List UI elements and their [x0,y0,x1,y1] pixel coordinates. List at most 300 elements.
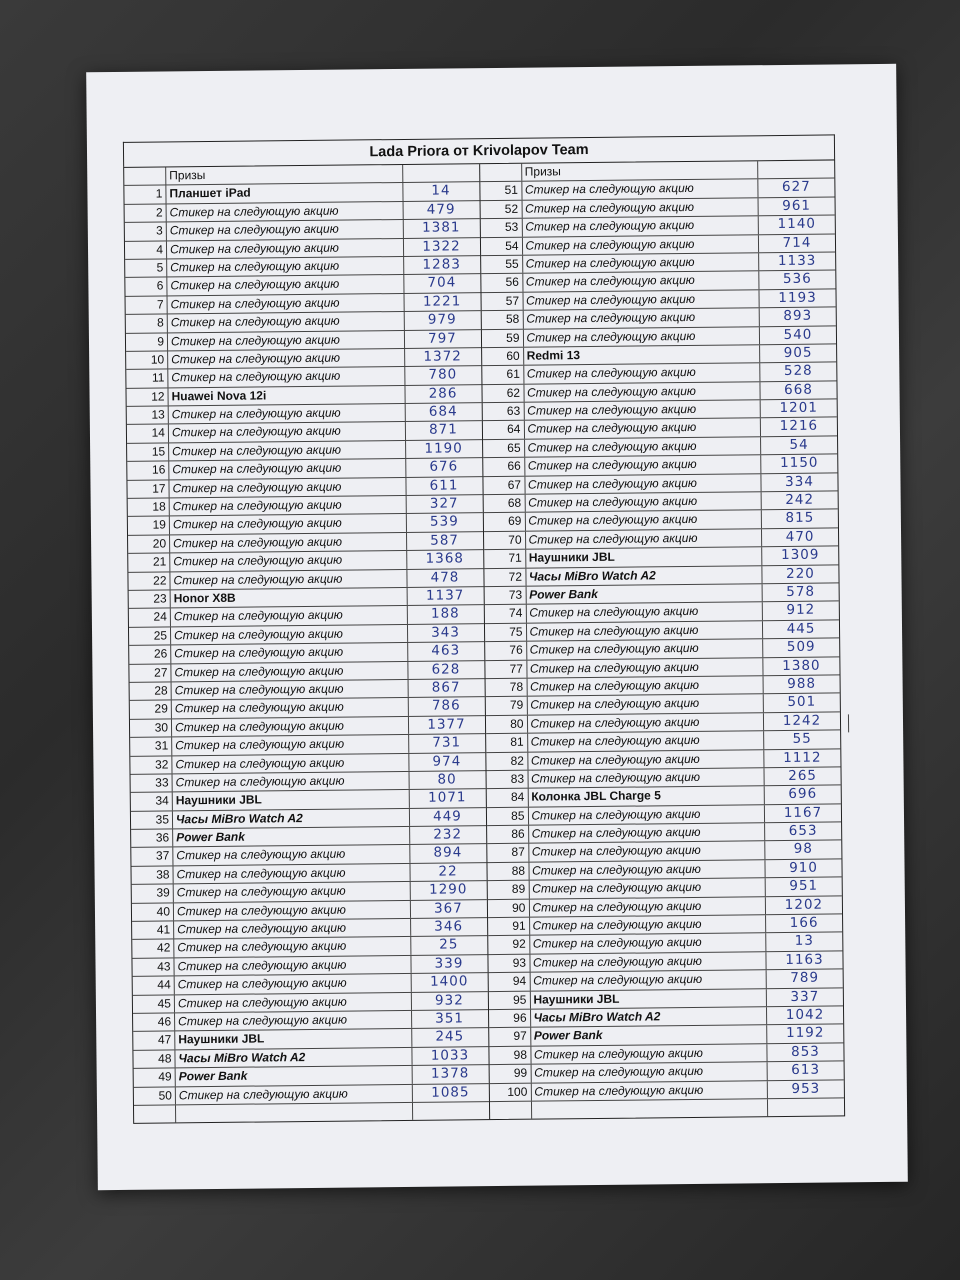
handwritten-number: 1368 [425,550,465,567]
row-number: 78 [485,679,527,697]
prize-name: Наушники JBL [173,790,410,810]
handwritten-number: 1167 [783,804,823,821]
prize-name: Наушники JBL [175,1029,412,1049]
handwritten-number: 1309 [780,546,820,564]
handwritten-number: 1202 [784,896,824,913]
value-header [758,160,834,178]
prize-name: Стикер на следующую акцию [171,606,408,626]
row-number: 50 [134,1087,176,1105]
prize-name: Стикер на следующую акцию [526,529,763,549]
prize-name: Стикер на следующую акцию [530,970,767,990]
number-header [480,164,522,182]
row-number: 1 [124,186,166,204]
handwritten-number: 1242 [782,712,822,729]
prize-name: Стикер на следующую акцию [531,1081,768,1101]
row-number: 79 [485,697,527,715]
handwritten-number: 25 [439,936,459,954]
prize-name: Стикер на следующую акцию [526,603,763,623]
row-number: 13 [127,407,169,425]
prize-name: Наушники JBL [526,547,763,567]
row-number: 76 [485,642,527,660]
handwritten-number: 853 [790,1043,820,1060]
row-number: 58 [481,311,523,329]
handwritten-number: 1150 [780,454,819,472]
row-number: 51 [480,182,522,200]
row-number: 19 [128,517,170,535]
row-number: 75 [484,623,526,641]
handwritten-number: 668 [784,381,814,398]
prize-name: Стикер на следующую акцию [167,275,404,295]
row-number: 20 [128,535,170,553]
row-number: 12 [126,388,168,406]
row-number: 27 [129,664,171,682]
handwritten-number: 1042 [785,1006,825,1023]
row-number: 74 [484,605,526,623]
prize-name: Стикер на следующую акцию [174,901,411,921]
handwritten-number: 1137 [425,587,465,604]
prize-name: Стикер на следующую акцию [529,878,766,898]
row-number: 67 [483,476,525,494]
prize-name: Стикер на следующую акцию [172,698,409,718]
handwritten-number: 1085 [431,1083,470,1101]
row-number: 56 [481,274,523,292]
prize-name: Стикер на следующую акцию [524,382,761,402]
pen-mark [848,714,849,732]
handwritten-number: 351 [435,1010,465,1027]
row-number: 54 [480,237,522,255]
handwritten-number: 628 [431,660,461,678]
handwritten-number: 463 [431,642,461,659]
handwritten-number: 286 [428,385,458,402]
handwritten-number: 509 [786,638,816,656]
table-grid [123,159,845,1124]
prize-name: Стикер на следующую акцию [173,845,410,865]
handwritten-number: 339 [434,955,464,972]
row-number: 72 [484,568,526,586]
row-number: 57 [481,292,523,310]
row-number: 93 [488,954,530,972]
prize-name: Стикер на следующую акцию [525,474,762,494]
handwritten-number: 1378 [430,1065,470,1082]
handwritten-number: 1192 [785,1024,825,1042]
prize-name: Часы MiBro Watch A2 [175,1048,412,1068]
row-number: 99 [489,1065,531,1083]
prize-name: Стикер на следующую акцию [525,492,762,512]
row-number: 15 [127,443,169,461]
row-number: 32 [130,756,172,774]
handwritten-number: 367 [433,899,463,917]
prize-name: Стикер на следующую акцию [169,422,406,442]
handwritten-number: 80 [437,771,457,788]
prize-table [123,134,845,1124]
row-number: 18 [128,498,170,516]
handwritten-number: 1133 [777,252,817,269]
prize-name: Стикер на следующую акцию [168,367,405,387]
row-number: 80 [485,715,527,733]
number-header [124,167,166,185]
handwritten-number: 22 [438,863,458,880]
prize-name: Стикер на следующую акцию [528,805,765,825]
row-number: 26 [129,646,171,664]
row-number: 81 [486,734,528,752]
handwritten-number: 1322 [422,237,461,255]
handwritten-number: 961 [782,197,812,214]
row-number: 59 [481,329,523,347]
handwritten-number: 1290 [428,881,468,898]
prizes-header: Призы [166,165,403,185]
handwritten-number: 188 [430,605,460,623]
row-number: 100 [489,1083,531,1101]
row-number: 64 [482,421,524,439]
row-number: 62 [482,384,524,402]
handwritten-number: 871 [428,421,458,439]
row-number: 42 [132,940,174,958]
row-number: 60 [482,348,524,366]
row-number: 55 [481,256,523,274]
handwritten-number: 578 [786,583,816,600]
row-number: 38 [131,866,173,884]
prize-name: Стикер на следующую акцию [527,713,764,733]
row-number: 29 [130,701,172,719]
prize-name: Стикер на следующую акцию [528,750,765,770]
row-number: 70 [484,532,526,550]
prize-name: Стикер на следующую акцию [170,551,407,571]
prize-name: Стикер на следующую акцию [169,404,406,424]
prize-name: Стикер на следующую акцию [174,956,411,976]
prize-name: Стикер на следующую акцию [530,952,767,972]
row-number: 31 [130,738,172,756]
empty-row [489,1098,844,1119]
handwritten-number: 979 [427,311,457,328]
row-number: 11 [126,370,168,388]
handwritten-number: 587 [430,532,460,549]
handwritten-number: 1400 [429,973,469,990]
handwritten-number: 1193 [778,289,817,306]
handwritten-number: 912 [786,602,816,619]
handwritten-number: 894 [433,844,463,862]
handwritten-number: 265 [788,767,818,784]
row-number: 73 [484,587,526,605]
prize-name: Power Bank [176,1066,413,1086]
row-number: 77 [485,660,527,678]
prize-name: Стикер на следующую акцию [522,180,759,200]
handwritten-number: 343 [431,624,461,641]
handwritten-number: 613 [791,1061,821,1079]
prize-name: Стикер на следующую акцию [525,511,762,531]
prize-name: Стикер на следующую акцию [531,1062,768,1082]
row-number: 39 [132,885,174,903]
prize-name: Стикер на следующую акцию [170,533,407,553]
handwritten-number: 445 [786,620,816,637]
prize-name: Стикер на следующую акцию [524,364,761,384]
row-number: 90 [487,899,529,917]
row-number: 22 [128,572,170,590]
prize-name: Стикер на следующую акцию [169,459,406,479]
row-number: 65 [483,440,525,458]
row-number: 34 [131,793,173,811]
handwritten-number: 910 [789,859,819,876]
row-number: 10 [126,351,168,369]
prize-name: Стикер на следующую акцию [526,621,763,641]
prize-name: Стикер на следующую акцию [174,882,411,902]
prize-name: Стикер на следующую акцию [527,639,764,659]
row-number: 43 [132,958,174,976]
handwritten-number: 540 [783,326,813,343]
handwritten-number: 478 [430,568,460,586]
handwritten-number: 893 [783,307,813,325]
prize-name: Стикер на следующую акцию [172,680,409,700]
prize-name: Стикер на следующую акцию [527,676,764,696]
prize-name: Стикер на следующую акцию [167,239,404,259]
table-title: Lada Priora от Krivolapov Team [123,134,835,166]
row-number: 83 [486,771,528,789]
row-number: 68 [483,495,525,513]
handwritten-number: 627 [781,179,811,196]
row-number: 2 [125,204,167,222]
row-number: 46 [133,1013,175,1031]
prize-name: Стикер на следующую акцию [529,860,766,880]
handwritten-number: 951 [789,877,819,895]
row-number: 95 [488,991,530,1009]
prize-name: Стикер на следующую акцию [168,312,405,332]
handwritten-number: 528 [783,362,813,380]
row-number: 21 [128,554,170,572]
handwritten-number: 974 [432,752,462,770]
row-number: 3 [125,223,167,241]
handwritten-number: 988 [787,675,817,692]
prize-name: Часы MiBro Watch A2 [526,566,763,586]
row-number: 40 [132,903,174,921]
handwritten-number: 245 [435,1028,465,1046]
prize-name: Стикер на следующую акцию [174,919,411,939]
row-number: 88 [487,863,529,881]
row-number: 17 [127,480,169,498]
prizes-header: Призы [522,161,759,181]
prize-name: Стикер на следующую акцию [167,202,404,222]
prize-name: Стикер на следующую акцию [522,198,759,218]
handwritten-number: 479 [426,201,456,218]
row-number: 69 [483,513,525,531]
row-number: 45 [133,995,175,1013]
handwritten-number: 867 [431,679,461,696]
handwritten-number: 1216 [779,418,819,435]
handwritten-number: 1221 [422,293,462,310]
prize-name: Стикер на следующую акцию [167,220,404,240]
prize-name: Стикер на следующую акцию [525,437,762,457]
row-number: 16 [127,462,169,480]
prize-name: Стикер на следующую акцию [528,731,765,751]
row-number: 94 [488,973,530,991]
prize-name: Наушники JBL [530,989,767,1009]
handwritten-number: 470 [785,528,815,545]
handwritten-number: 55 [792,730,812,748]
prize-name: Стикер на следующую акцию [530,934,767,954]
row-number: 14 [127,425,169,443]
prize-name: Стикер на следующую акцию [169,441,406,461]
handwritten-number: 684 [428,403,458,420]
prize-name: Стикер на следующую акцию [531,1044,768,1064]
row-number: 71 [484,550,526,568]
handwritten-number: 337 [790,988,820,1005]
prize-name: Стикер на следующую акцию [523,253,760,273]
row-number: 97 [489,1028,531,1046]
handwritten-number: 334 [785,473,814,490]
handwritten-number: 346 [434,918,464,935]
value-header [403,164,479,182]
handwritten-number: 815 [785,510,815,527]
prize-name: Стикер на следующую акцию [173,864,410,884]
handwritten-number: 1140 [777,215,817,233]
prize-name: Стикер на следующую акцию [523,272,760,292]
prize-name: Стикер на следующую акцию [170,570,407,590]
handwritten-number: 501 [787,693,817,711]
prize-name: Стикер на следующую акцию [527,695,764,715]
handwritten-number: 13 [794,933,814,950]
handwritten-number: 1283 [422,256,461,273]
prize-name: Стикер на следующую акцию [172,717,409,737]
prize-name: Стикер на следующую акцию [523,290,760,310]
handwritten-number: 1112 [783,749,822,766]
handwritten-number: 232 [433,826,463,843]
row-number: 41 [132,921,174,939]
row-number: 66 [483,458,525,476]
handwritten-number: 98 [793,841,814,858]
row-number: 36 [131,829,173,847]
handwritten-number: 166 [789,914,819,931]
row-number: 98 [489,1046,531,1064]
handwritten-number: 1201 [779,399,818,417]
prize-name: Стикер на следующую акцию [172,735,409,755]
handwritten-number: 932 [434,991,464,1009]
row-number: 30 [130,719,172,737]
prize-name: Стикер на следующую акцию [175,992,412,1012]
handwritten-number: 220 [785,565,815,582]
row-number: 8 [126,315,168,333]
row-number: 33 [131,774,173,792]
handwritten-number: 1372 [423,348,462,365]
prize-name: Стикер на следующую акцию [170,496,407,516]
handwritten-number: 953 [791,1080,821,1097]
prize-name: Часы MiBro Watch A2 [531,1007,768,1027]
prize-name: Стикер на следующую акцию [172,753,409,773]
row-number: 24 [129,609,171,627]
row-number: 63 [482,403,524,421]
handwritten-number: 449 [433,808,462,825]
left-column [124,164,488,1123]
row-number: 84 [486,789,528,807]
handwritten-number: 714 [782,234,812,251]
prize-name: Стикер на следующую акцию [525,455,762,475]
prize-name: Стикер на следующую акцию [524,419,761,439]
row-number: 4 [125,241,167,259]
prize-name: Стикер на следующую акцию [173,772,410,792]
row-number: 7 [126,296,168,314]
prize-name: Power Bank [531,1026,768,1046]
handwritten-number: 653 [788,822,818,840]
prize-name: Honor X8B [171,588,408,608]
handwritten-number: 536 [782,271,812,288]
handwritten-number: 1380 [782,657,821,674]
handwritten-number: 789 [790,969,820,987]
row-number: 5 [125,259,167,277]
handwritten-number: 905 [783,344,813,361]
prize-name: Стикер на следующую акцию [168,294,405,314]
row-number: 86 [487,826,529,844]
row-number: 47 [133,1032,175,1050]
row-number: 28 [130,682,172,700]
prize-name: Power Bank [526,584,763,604]
row-number: 49 [134,1069,176,1087]
handwritten-number: 611 [429,477,459,494]
right-column [479,160,844,1119]
handwritten-number: 696 [788,785,818,803]
prize-name: Колонка JBL Charge 5 [528,786,765,806]
prize-name: Стикер на следующую акцию [529,842,766,862]
prize-name: Huawei Nova 12i [168,386,405,406]
prize-name: Стикер на следующую акцию [529,897,766,917]
prize-name: Стикер на следующую акцию [174,937,411,957]
prize-name: Стикер на следующую акцию [175,1011,412,1031]
prize-name: Стикер на следующую акцию [523,308,760,328]
row-number: 35 [131,811,173,829]
row-number: 87 [487,844,529,862]
paper-sheet [86,64,908,1190]
prize-name: Стикер на следующую акцию [527,658,764,678]
row-number: 91 [488,918,530,936]
handwritten-number: 676 [429,458,459,475]
row-number: 53 [480,219,522,237]
prize-name: Power Bank [173,827,410,847]
prize-name: Стикер на следующую акцию [171,625,408,645]
prize-name: Стикер на следующую акцию [170,514,407,534]
prize-name: Redmi 13 [524,345,761,365]
handwritten-number: 1163 [785,951,824,968]
handwritten-number: 797 [427,329,457,347]
handwritten-number: 242 [785,491,815,509]
handwritten-number: 1033 [430,1047,470,1064]
handwritten-number: 1381 [422,219,461,236]
prize-name: Стикер на следующую акцию [529,823,766,843]
row-number: 92 [488,936,530,954]
handwritten-number: 731 [432,734,462,751]
row-number: 25 [129,627,171,645]
prize-name: Планшет iPad [166,183,403,203]
prize-name: Стикер на следующую акцию [175,974,412,994]
row-number: 44 [133,977,175,995]
prize-name: Стикер на следующую акцию [171,661,408,681]
row-number: 6 [125,278,167,296]
row-number: 89 [487,881,529,899]
row-number: 37 [131,848,173,866]
row-number: 52 [480,200,522,218]
handwritten-number: 704 [427,274,457,292]
prize-name: Стикер на следующую акцию [522,235,759,255]
handwritten-number: 14 [431,182,451,200]
prize-name: Стикер на следующую акцию [169,478,406,498]
handwritten-number: 1190 [424,440,463,457]
prize-name: Стикер на следующую акцию [530,915,767,935]
prize-name: Часы MiBro Watch A2 [173,809,410,829]
prize-name: Стикер на следующую акцию [168,330,405,350]
row-number: 96 [489,1010,531,1028]
prize-name: Стикер на следующую акцию [167,257,404,277]
prize-name: Стикер на следующую акцию [171,643,408,663]
prize-name: Стикер на следующую акцию [522,216,759,236]
handwritten-number: 1377 [427,716,466,733]
prize-name: Стикер на следующую акцию [176,1084,413,1104]
prize-name: Стикер на следующую акцию [523,327,760,347]
empty-row [134,1102,489,1123]
